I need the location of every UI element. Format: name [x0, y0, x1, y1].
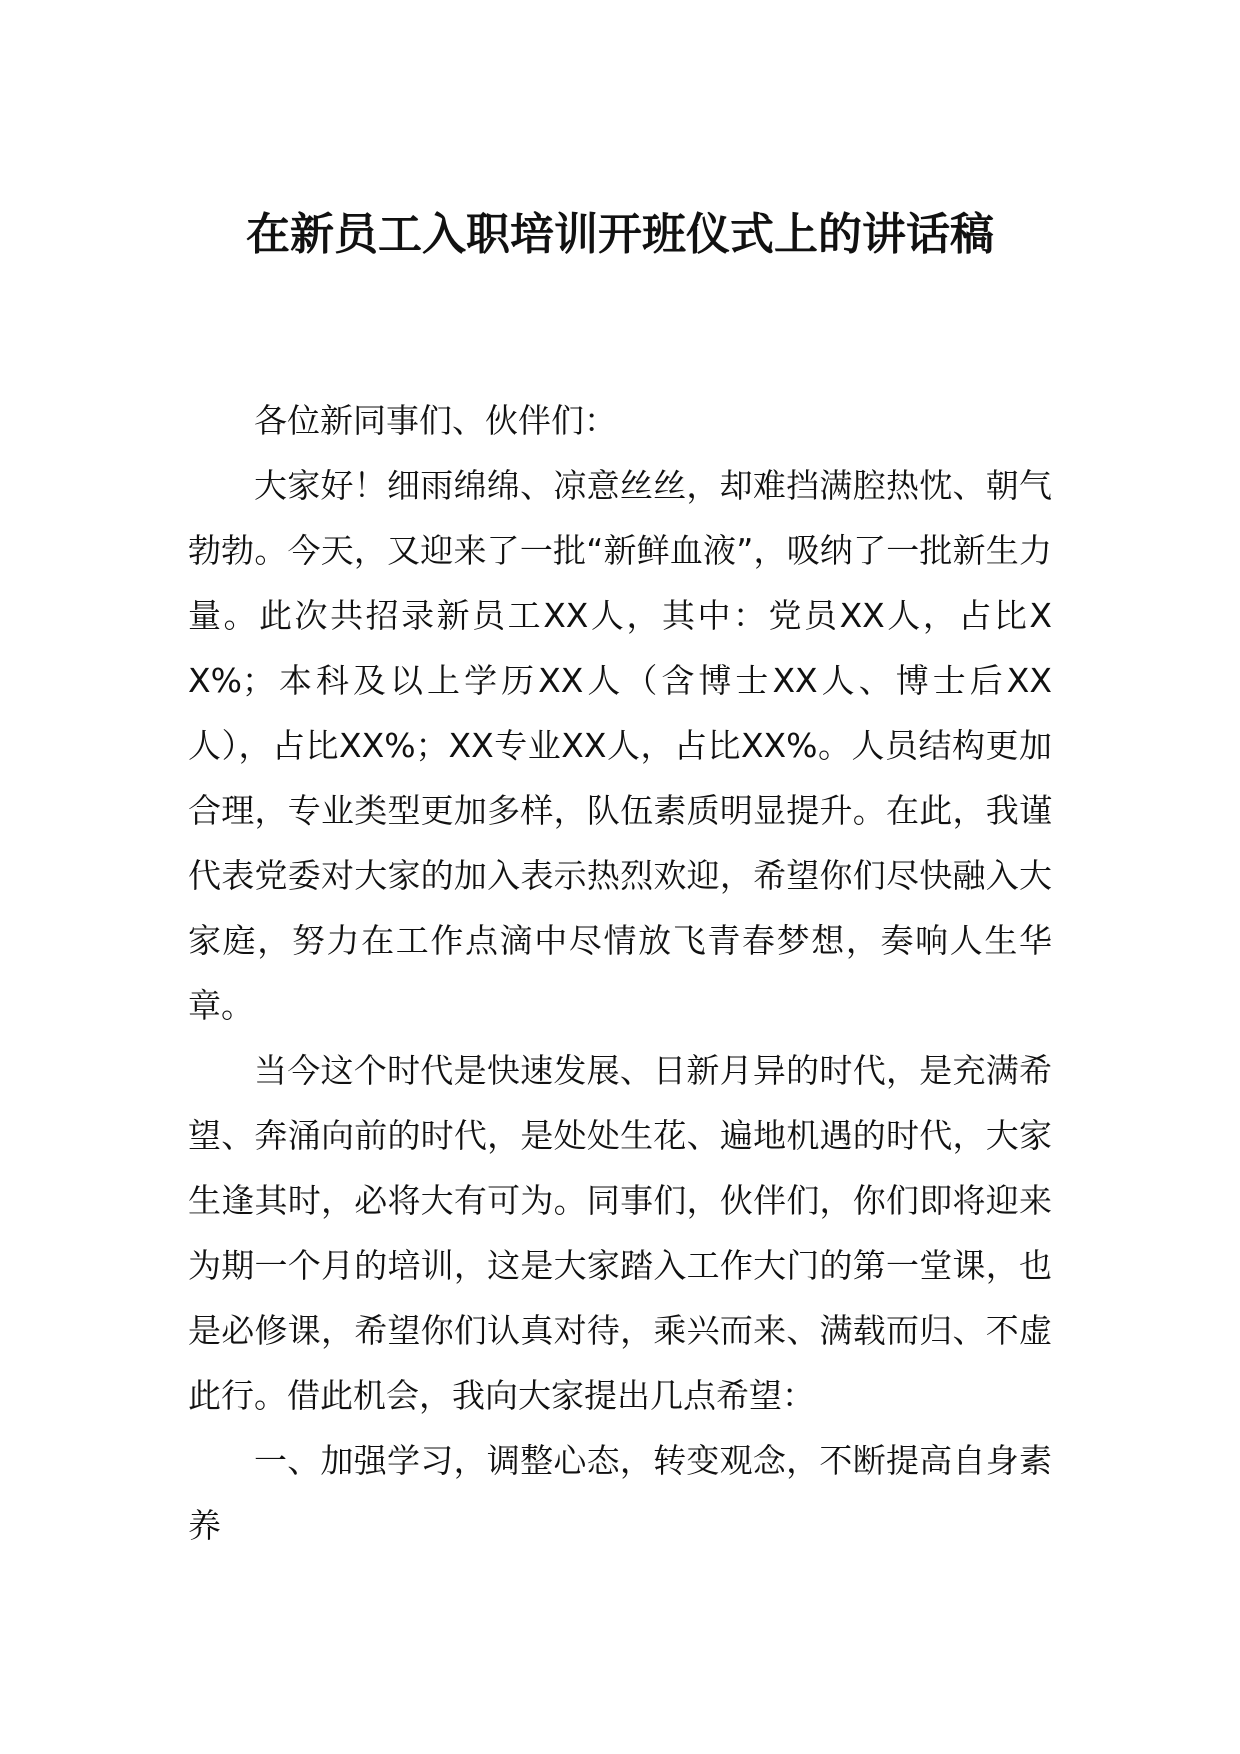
salutation: 各位新同事们、伙伴们： — [254, 401, 617, 440]
paragraph-era: 当今这个时代是快速发展、日新月异的时代，是充满希望、奔涌向前的时代，是处处生花、遍地机遇的时代，大家生逢其时，必将大有可为。同事们，伙伴们，你们即将迎来为期一个月的培训，这是大家踏入工作大门的第一堂课，也是必修课，希望你们认真对待，乘兴而来、满载而归、不虚此行。借此机会，我向大家提出几点希望： — [188, 1051, 1052, 1415]
paragraph-welcome: 大家好！细雨绵绵、凉意丝丝，却难挡满腔热忱、朝气勃勃。今天，又迎来了一批“新鲜血液”，吸纳了一批新生力量。此次共招录新员工XX人，其中：党员XX人，占比XX%；本科及以上学历XX人（含博士XX人、博士后XX人），占比XX%；XX专业XX人，占比XX%。人员结构更加合理，专业类型更加多样，队伍素质明显提升。在此，我谨代表党委对大家的加入表示热烈欢迎，希望你们尽快融入大家庭，努力在工作点滴中尽情放飞青春梦想，奏响人生华章。 — [188, 466, 1052, 1025]
document-title: 在新员工入职培训开班仪式上的讲话稿 — [246, 209, 994, 260]
document-body — [188, 388, 1052, 1558]
section-heading-1: 一、加强学习，调整心态，转变观念，不断提高自身素养 — [188, 1441, 1052, 1545]
